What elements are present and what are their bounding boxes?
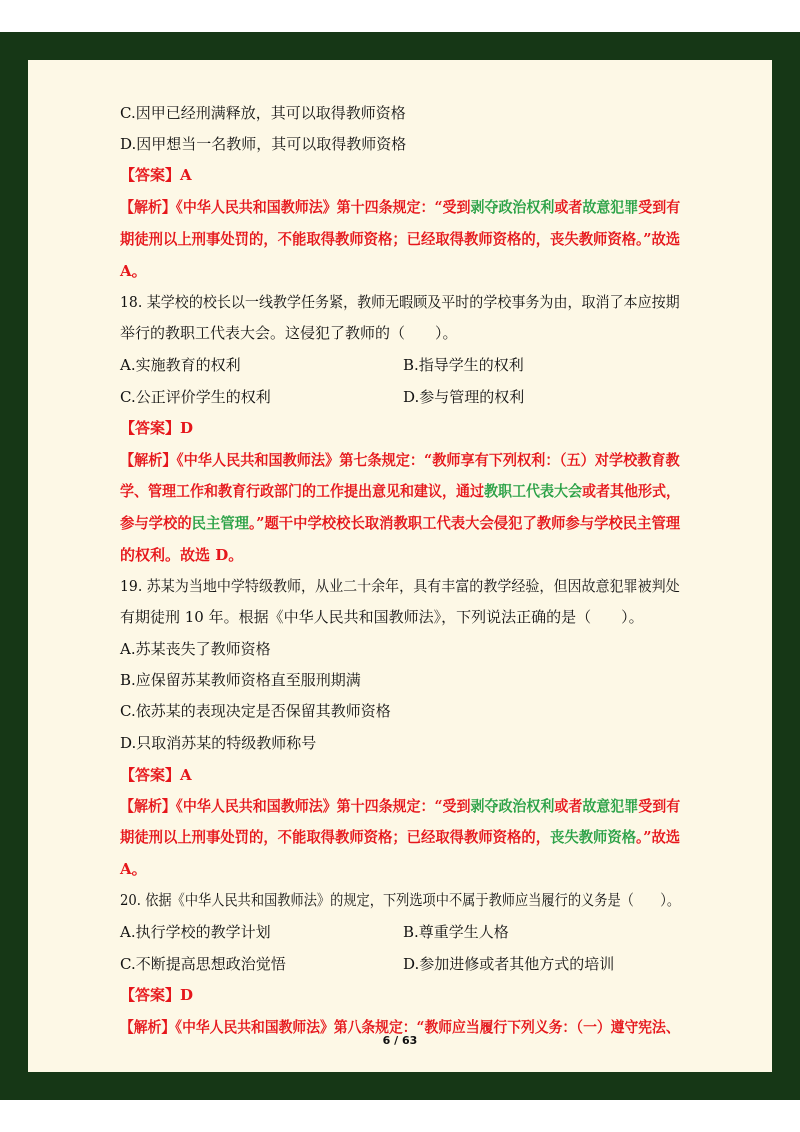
q18-stem-line-2: 举行的教职工代表大会。这侵犯了教师的（ ）。	[120, 324, 458, 342]
q19-analysis-line-3: A。	[120, 860, 147, 878]
q19-option-c: C.依苏某的表现决定是否保留其教师资格	[120, 702, 391, 720]
q17-option-d: D.因甲想当一名教师，其可以取得教师资格	[120, 135, 407, 153]
q18-option-d: D.参与管理的权利	[403, 388, 525, 406]
q17-answer: 【答案】A	[120, 166, 192, 184]
q18-analysis-line-1: 【解析】《中华人民共和国教师法》第七条规定：“教师享有下列权利：（五）对学校教育教	[120, 451, 680, 469]
q19-answer: 【答案】A	[120, 766, 192, 784]
q19-option-a: A.苏某丧失了教师资格	[120, 640, 271, 658]
q20-option-d: D.参加进修或者其他方式的培训	[403, 955, 615, 973]
q17-analysis-line-1: 【解析】《中华人民共和国教师法》第十四条规定：“受到剥夺政治权利或者故意犯罪受到有	[120, 198, 681, 216]
q17-analysis-line-3: A。	[120, 262, 147, 280]
page-number: 6 / 63	[382, 1034, 418, 1047]
q20-answer: 【答案】D	[120, 986, 194, 1004]
q18-option-c: C.公正评价学生的权利	[120, 388, 271, 406]
q18-stem-line-1: 18. 某学校的校长以一线教学任务紧，教师无暇顾及平时的学校事务为由，取消了本应按期	[120, 293, 680, 311]
q19-analysis-line-1: 【解析】《中华人民共和国教师法》第十四条规定：“受到剥夺政治权利或者故意犯罪受到有	[120, 797, 681, 815]
q20-option-c: C.不断提高思想政治觉悟	[120, 955, 286, 973]
q19-analysis-line-2: 期徒刑以上刑事处罚的，不能取得教师资格；已经取得教师资格的，丧失教师资格。”故选	[120, 828, 681, 846]
q17-option-c: C.因甲已经刑满释放，其可以取得教师资格	[120, 104, 406, 122]
q20-analysis-line-1: 【解析】《中华人民共和国教师法》第八条规定：“教师应当履行下列义务：（一）遵守宪法、	[120, 1018, 680, 1036]
q18-analysis-line-2: 学、管理工作和教育行政部门的工作提出意见和建议，通过教职工代表大会或者其他形式，	[120, 482, 681, 500]
q18-analysis-line-3: 参与学校的民主管理。”题干中学校校长取消教职工代表大会侵犯了教师参与学校民主管理	[120, 514, 681, 532]
q20-stem: 20. 依据《中华人民共和国教师法》的规定，下列选项中不属于教师应当履行的义务是（ ）。	[120, 891, 681, 909]
q19-option-d: D.只取消苏某的特级教师称号	[120, 734, 317, 752]
q20-option-b: B.尊重学生人格	[403, 923, 509, 941]
q17-analysis-line-2: 期徒刑以上刑事处罚的，不能取得教师资格；已经取得教师资格的，丧失教师资格。”故选	[120, 230, 681, 248]
q18-option-b: B.指导学生的权利	[403, 356, 524, 374]
q18-option-a: A.实施教育的权利	[120, 356, 241, 374]
q19-stem-line-2: 有期徒刑 10 年。根据《中华人民共和国教师法》，下列说法正确的是（ ）。	[120, 608, 644, 626]
q18-analysis-line-4: 的权利。故选 D。	[120, 546, 244, 564]
q20-option-a: A.执行学校的教学计划	[120, 923, 271, 941]
q19-option-b: B.应保留苏某教师资格直至服刑期满	[120, 671, 361, 689]
q18-answer: 【答案】D	[120, 419, 194, 437]
q19-stem-line-1: 19. 苏某为当地中学特级教师，从业二十余年，具有丰富的教学经验，但因故意犯罪被判处	[120, 577, 680, 595]
